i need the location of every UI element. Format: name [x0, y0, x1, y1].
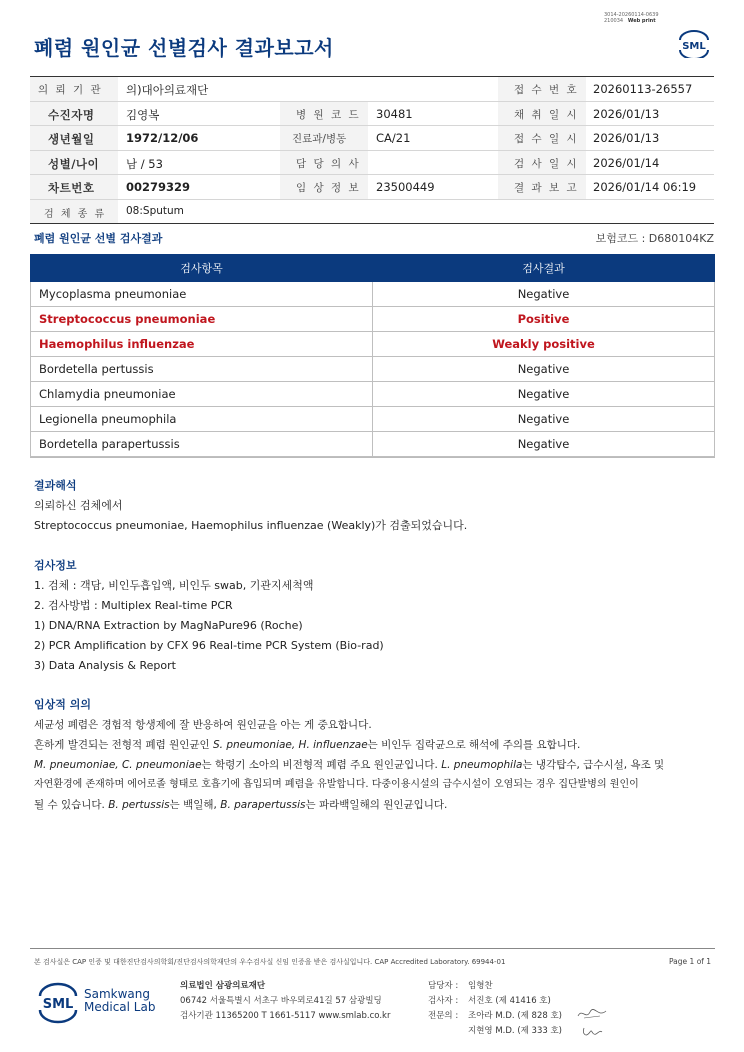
text-span: 는 냉각탑수, 급수시설, 욕조 및 — [522, 759, 665, 771]
test-info-line: 2) PCR Amplification by CFX 96 Real-time PCR System (Bio-rad) — [34, 639, 384, 652]
test-info-block — [34, 556, 384, 676]
table-row — [31, 307, 715, 332]
test-item: Legionella pneumophila — [31, 407, 373, 432]
test-info-line: 1. 검체 : 객담, 비인두흡입액, 비인두 swab, 기관지세척액 — [34, 579, 314, 592]
clinical-block — [34, 695, 664, 815]
staff-row — [428, 1024, 562, 1039]
test-result: Negative — [373, 407, 715, 432]
receipt-no-label: 접 수 번 호 — [514, 84, 579, 96]
info-row — [30, 151, 714, 176]
interpretation-line: 의뢰하신 검체에서 — [34, 499, 123, 512]
test-date-label: 검 사 일 시 — [514, 157, 579, 170]
staff-row — [428, 994, 562, 1009]
sml-footer-logo — [36, 980, 80, 1024]
test-date-value: 2026/01/14 — [593, 155, 660, 170]
chart-label: 차트번호 — [48, 181, 95, 195]
text-span: 는 파라백일해의 원인균입니다. — [305, 799, 448, 811]
test-result: Negative — [373, 382, 715, 407]
footer-divider — [30, 948, 715, 949]
org-info — [180, 979, 390, 1024]
clinical-heading: 임상적 의의 — [34, 698, 91, 711]
staff-role: 전문의 : — [428, 1011, 459, 1021]
staff-name: 서진호 (제 41416 호) — [468, 996, 551, 1006]
test-result: Negative — [373, 357, 715, 382]
clinical-line — [34, 735, 664, 755]
info-row — [30, 126, 714, 151]
staff-role: 담당자 : — [428, 981, 459, 991]
interpretation-line: Streptococcus pneumoniae, Haemophilus influenzae (Weakly)가 검출되었습니다. — [34, 519, 468, 532]
table-row — [31, 407, 715, 432]
clinical-line — [34, 795, 664, 815]
table-row — [31, 382, 715, 407]
sexage-value: 남 / 53 — [126, 156, 163, 171]
receipt-date-label: 접 수 일 시 — [514, 133, 579, 145]
insurance-code: 보험코드 : D680104KZ — [595, 232, 714, 245]
brand-name-2: Medical Lab — [84, 1000, 156, 1014]
print-meta — [604, 12, 659, 24]
meta-print: Web print — [627, 18, 656, 24]
accreditation-note: 본 검사실은 CAP 인증 및 대한진단검사의학회/진단검사의학재단의 우수검사실 신임 인증을 받은 검사실입니다. CAP Accredited Laboratory. 69944-01 — [34, 958, 506, 966]
table-row — [31, 332, 715, 357]
patient-info-table — [30, 76, 714, 224]
staff-row — [428, 979, 562, 994]
footer-brand — [84, 988, 155, 1014]
page-number: Page 1 of 1 — [669, 957, 712, 966]
report-title: 폐렴 원인균 선별검사 결과보고서 — [34, 36, 334, 60]
results-table — [30, 254, 715, 457]
italic-species: M. pneumoniae, C. pneumoniae — [34, 759, 202, 771]
test-info-line: 3) Data Analysis & Report — [34, 659, 176, 672]
staff-name: 조아라 M.D. (제 828 호) — [468, 1011, 563, 1021]
receipt-no-value: 20260113-26557 — [593, 82, 693, 96]
sml-logo-text: SML — [682, 41, 706, 52]
org-value: 의)대아의료재단 — [126, 83, 209, 97]
section-divider — [30, 457, 715, 458]
test-item: Chlamydia pneumoniae — [31, 382, 373, 407]
dept-label: 진료과/병동 — [292, 133, 347, 145]
results-section-title: 폐렴 원인균 선별 검사결과 — [34, 232, 163, 245]
staff-role: 검사자 : — [428, 996, 459, 1006]
collect-date-label: 채 취 일 시 — [514, 108, 579, 121]
dept-value: CA/21 — [376, 131, 411, 145]
test-info-heading: 검사정보 — [34, 559, 77, 572]
doctor-label: 담 당 의 사 — [296, 157, 361, 170]
chart-value: 00279329 — [126, 180, 191, 194]
info-row — [30, 76, 714, 102]
org-label: 의 뢰 기 관 — [38, 84, 103, 96]
col-result-header: 검사결과 — [373, 255, 715, 282]
info-row — [30, 175, 714, 200]
results-header-row — [31, 255, 715, 282]
table-row — [31, 357, 715, 382]
hospital-code-label: 병 원 코 드 — [296, 108, 361, 121]
sml-footer-logo-text: SML — [42, 997, 74, 1012]
text-span: 될 수 있습니다. — [34, 799, 109, 811]
text-span: 는 백일해, — [169, 799, 221, 811]
test-info-line: 2. 검사방법 : Multiplex Real-time PCR — [34, 599, 233, 612]
hospital-code-value: 30481 — [376, 106, 413, 121]
staff-name: 임형찬 — [468, 981, 493, 991]
info-row — [30, 102, 714, 127]
sml-logo — [675, 30, 713, 58]
test-item: Streptococcus pneumoniae — [31, 307, 373, 332]
interpretation-block — [34, 476, 467, 536]
staff-list — [428, 979, 562, 1039]
text-span: 는 비인두 집락균으로 해석에 주의를 요합니다. — [367, 739, 581, 751]
test-result: Weakly positive — [373, 332, 715, 357]
clinical-value: 23500449 — [376, 180, 435, 194]
brand-name-1: Samkwang — [84, 987, 150, 1001]
text-span: 는 학령기 소아의 비전형적 폐렴 주요 원인균입니다. — [201, 759, 442, 771]
receipt-date-value: 2026/01/13 — [593, 131, 660, 145]
col-item-header: 검사항목 — [31, 255, 373, 282]
test-item: Bordetella pertussis — [31, 357, 373, 382]
italic-species: L. pneumophila — [441, 759, 523, 771]
collect-date-value: 2026/01/13 — [593, 106, 660, 121]
italic-species: S. pneumoniae, H. influenzae — [212, 739, 368, 751]
clinical-line: 세균성 폐렴은 경험적 항생제에 잘 반응하여 원인균을 아는 게 중요합니다. — [34, 719, 372, 731]
patient-label: 수진자명 — [48, 107, 95, 122]
info-row — [30, 200, 714, 225]
italic-species: B. parapertussis — [220, 799, 306, 811]
sexage-label: 성별/나이 — [48, 156, 100, 171]
clinical-line: 자연환경에 존재하며 에어로졸 형태로 호흡기에 흡입되며 폐렴을 유발합니다. 다중이용시설의 급수시설이 오염되는 경우 집단발병의 원인이 — [34, 779, 639, 790]
org-address: 06742 서울특별시 서초구 바우뫼로41길 57 삼광빌딩 — [180, 996, 382, 1006]
specimen-value: 08:Sputum — [126, 204, 184, 217]
test-item: Bordetella parapertussis — [31, 432, 373, 457]
birth-value: 1972/12/06 — [126, 131, 199, 145]
test-result: Negative — [373, 432, 715, 457]
table-row — [31, 282, 715, 307]
test-item: Mycoplasma pneumoniae — [31, 282, 373, 307]
table-row — [31, 432, 715, 457]
test-info-line: 1) DNA/RNA Extraction by MagNaPure96 (Roche) — [34, 619, 303, 632]
birth-label: 생년월일 — [48, 132, 95, 146]
staff-name: 지현영 M.D. (제 333 호) — [468, 1026, 563, 1036]
patient-value: 김영복 — [126, 107, 160, 122]
clinical-label: 임 상 정 보 — [296, 182, 361, 194]
staff-row — [428, 1009, 562, 1024]
signature-1 — [576, 1006, 608, 1022]
meta-line1: 3014-20260114-0639 — [604, 12, 659, 18]
italic-species: B. pertussis — [108, 799, 170, 811]
test-result: Positive — [373, 307, 715, 332]
specimen-label: 검 체 종 류 — [44, 208, 107, 220]
report-date-value: 2026/01/14 06:19 — [593, 180, 697, 194]
org-contact: 검사기관 11365200 T 1661-5117 www.smlab.co.kr — [180, 1011, 391, 1021]
meta-line2: 210034 — [604, 18, 624, 24]
clinical-line — [34, 755, 664, 775]
report-date-label: 결 과 보 고 — [514, 182, 579, 194]
signature-2 — [580, 1024, 604, 1040]
test-item: Haemophilus influenzae — [31, 332, 373, 357]
test-result: Negative — [373, 282, 715, 307]
text-span: 흔하게 발견되는 전형적 폐렴 원인균인 — [34, 739, 213, 751]
interpretation-heading: 결과해석 — [34, 479, 77, 492]
org-name: 의료법인 삼광의료재단 — [180, 981, 266, 991]
